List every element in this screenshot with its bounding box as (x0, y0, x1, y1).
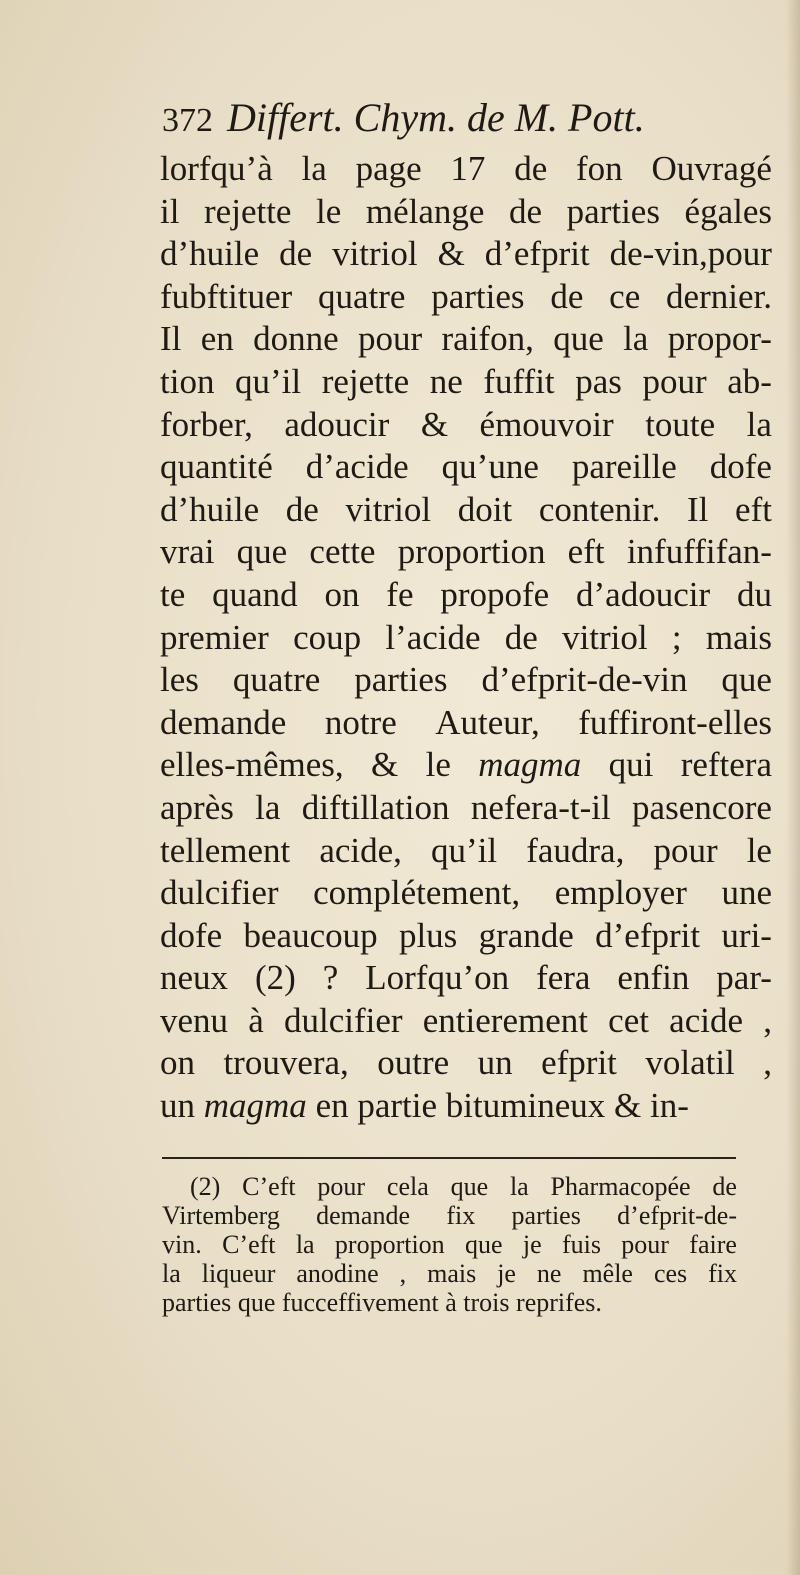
word: la (295, 1230, 315, 1259)
word: magma (203, 1086, 307, 1126)
word: vrai (160, 532, 215, 572)
word: raifon, (441, 319, 534, 359)
footnote-line (162, 1230, 737, 1259)
page-edge-shadow (786, 0, 800, 1575)
word: de (712, 1172, 737, 1201)
word: un (477, 1043, 513, 1083)
word: ne (536, 1259, 562, 1288)
text-line (160, 574, 772, 617)
word: volatil (645, 1043, 735, 1083)
word: quand (212, 574, 298, 614)
word: la (509, 1172, 529, 1201)
word: doit (457, 489, 513, 529)
word: contenir. (538, 489, 661, 529)
word: fera (536, 958, 591, 998)
word: la (162, 1259, 181, 1288)
word: dofe (160, 915, 223, 955)
word: trois (463, 1288, 510, 1317)
word: à (248, 1000, 264, 1040)
word: proportion (334, 1230, 445, 1259)
word: l’acide (385, 617, 481, 657)
word: C’eft (222, 1230, 276, 1259)
text-line (160, 404, 772, 447)
word: de (550, 276, 584, 316)
word: Pharmacopée (550, 1172, 691, 1201)
word: propor- (667, 319, 772, 359)
word: trouvera, (223, 1043, 349, 1083)
word: d’efprit-de-vin (481, 660, 688, 700)
word: fon (576, 149, 623, 188)
main-text-block (160, 148, 772, 1128)
word: on (160, 1043, 195, 1083)
word: de (509, 191, 543, 231)
text-line (160, 915, 772, 958)
word: un (160, 1086, 195, 1126)
word: de (504, 617, 538, 657)
word: cet (608, 1000, 649, 1040)
word: Auteur, (435, 702, 540, 742)
text-line (160, 1000, 772, 1043)
word: rejette (321, 361, 410, 401)
text-line (160, 957, 772, 1000)
word: grande (478, 915, 574, 955)
text-line (160, 148, 772, 191)
word: toute (645, 404, 716, 444)
word: que (236, 532, 288, 572)
word: parties (511, 1201, 581, 1230)
word: d’adoucir (576, 574, 711, 614)
word: neux (160, 958, 229, 998)
word: (2) (255, 958, 296, 998)
word: rejette (204, 191, 292, 231)
footnote-line (162, 1259, 737, 1288)
word: par- (716, 958, 772, 998)
word: & (437, 234, 465, 274)
word: cela (386, 1172, 429, 1201)
word: fuis (561, 1230, 601, 1259)
word: d’efprit (595, 915, 701, 955)
word: efprit (541, 1043, 617, 1083)
word: pareille (571, 447, 677, 487)
word: demande (316, 1201, 410, 1230)
word: proportion (397, 532, 546, 572)
word: uri- (721, 915, 772, 955)
word: je (522, 1230, 542, 1259)
text-line (160, 872, 772, 915)
word: vitriol (562, 617, 648, 657)
word: tellement (160, 830, 291, 870)
word: mais (427, 1259, 477, 1288)
word: pour (317, 1172, 366, 1201)
word: premier (160, 617, 269, 657)
word: forber, (160, 404, 253, 444)
word: , (763, 1043, 772, 1083)
word: émouvoir (479, 404, 614, 444)
word: bitumineux (445, 1086, 606, 1126)
page-header (162, 94, 762, 144)
word: d’efprit-de- (617, 1201, 737, 1230)
word: de-vin,pour (609, 234, 772, 274)
word: Il (160, 319, 182, 359)
footnote-line (162, 1172, 737, 1201)
word: une (721, 873, 772, 913)
running-title: Differt. Chym. de M. Pott. (227, 95, 645, 140)
word: pour (621, 1230, 669, 1259)
word: le (746, 830, 772, 870)
word: pasencore (632, 787, 772, 827)
word: ; (671, 617, 682, 657)
word: ne (429, 361, 463, 401)
word: la (255, 787, 281, 827)
word: ces (653, 1259, 688, 1288)
word: faire (689, 1230, 737, 1259)
word: dulcifier (160, 873, 279, 913)
word: Ouvragé (651, 149, 772, 188)
word: pour (653, 830, 718, 870)
text-line (160, 489, 772, 532)
word: à (445, 1288, 457, 1317)
word: que (553, 319, 604, 359)
text-line (160, 830, 772, 873)
word: quatre (317, 276, 406, 316)
text-line (160, 361, 772, 404)
word: mêle (582, 1259, 633, 1288)
word: adoucir (284, 404, 390, 444)
word: dulcifier (284, 1000, 403, 1040)
word: venu (160, 1000, 229, 1040)
word: , (399, 1259, 407, 1288)
word: Il (686, 489, 709, 529)
word: & (613, 1086, 642, 1126)
footnote-line (162, 1201, 737, 1230)
text-line (160, 233, 772, 276)
text-line (160, 659, 772, 702)
word: nefera-t-il (470, 787, 611, 827)
word: parties (354, 660, 448, 700)
word: te (160, 574, 186, 614)
word: reprifes. (516, 1288, 602, 1317)
word: propofe (440, 574, 550, 614)
word: on (324, 574, 360, 614)
word: la (623, 319, 649, 359)
word: que (237, 1288, 276, 1317)
word: la (746, 404, 772, 444)
word: parties (162, 1288, 232, 1317)
word: fuffiront-elles (578, 702, 772, 742)
word: magma (478, 745, 582, 785)
text-line (160, 191, 772, 234)
word: vitriol (332, 234, 418, 274)
word: la (301, 149, 327, 188)
word: vitriol (345, 489, 432, 529)
word: de (514, 149, 548, 188)
word: vin. (162, 1230, 202, 1259)
word: fuffit (483, 361, 555, 401)
word: fubftituer (160, 276, 293, 316)
word: le (425, 745, 451, 785)
word: que (721, 660, 772, 700)
word: qu’une (441, 447, 539, 487)
text-line (160, 1042, 772, 1085)
word: d’huile (160, 489, 260, 529)
word: , (763, 1000, 772, 1040)
word: tion (160, 361, 215, 401)
text-line (160, 276, 772, 319)
text-line (160, 787, 772, 830)
word: qu’il (235, 361, 302, 401)
word: pas (575, 361, 622, 401)
word: eft (735, 489, 772, 529)
word: 17 (450, 149, 486, 188)
word: pour (642, 361, 707, 401)
word: complétement, (313, 873, 521, 913)
word: d’efprit (484, 234, 590, 274)
word: & (420, 404, 449, 444)
word: ab- (727, 361, 772, 401)
text-line (160, 446, 772, 489)
word: acide (669, 1000, 743, 1040)
word: reftera (680, 745, 772, 785)
word: parties (431, 276, 525, 316)
word: quatre (232, 660, 321, 700)
word: je (497, 1259, 516, 1288)
word: faudra, (526, 830, 625, 870)
word: dofe (709, 447, 772, 487)
word: entierement (422, 1000, 588, 1040)
word: in- (649, 1086, 689, 1126)
footnote-separator-rule (162, 1157, 736, 1159)
word: infuffifan- (626, 532, 772, 572)
word: qui (608, 745, 654, 785)
word: fucceffivement (281, 1288, 439, 1317)
text-line (160, 1085, 772, 1128)
word: que (450, 1172, 489, 1201)
word: employer (554, 873, 687, 913)
text-line (160, 318, 772, 361)
word: acide, (319, 830, 402, 870)
word: après (160, 787, 234, 827)
word: en (315, 1086, 349, 1126)
word: partie (357, 1086, 438, 1126)
word: pour (358, 319, 423, 359)
word: il (160, 191, 180, 231)
word: quantité (160, 447, 273, 487)
word: anodine (296, 1259, 379, 1288)
word: dernier. (666, 276, 772, 316)
word: plus (398, 915, 458, 955)
word: en (200, 319, 234, 359)
word: Virtemberg (162, 1201, 280, 1230)
word: du (736, 574, 772, 614)
word: outre (377, 1043, 450, 1083)
text-line (160, 531, 772, 574)
word: mélange (365, 191, 485, 231)
word: que (465, 1230, 503, 1259)
text-line (160, 744, 772, 787)
word: fix (708, 1259, 737, 1288)
word: d’huile (160, 234, 260, 274)
word: mais (705, 617, 772, 657)
word: demande (160, 702, 287, 742)
word: fe (386, 574, 414, 614)
word: d’acide (305, 447, 409, 487)
page-number: 372 (162, 102, 213, 139)
word: ? (322, 958, 339, 998)
word: cette (309, 532, 376, 572)
word: eft (567, 532, 605, 572)
word: égales (684, 191, 772, 231)
word: beaucoup (243, 915, 378, 955)
word: qu’il (431, 830, 498, 870)
text-line (160, 702, 772, 745)
word: C’eft (242, 1172, 296, 1201)
word: page (355, 149, 422, 188)
word: ce (609, 276, 641, 316)
word: coup (293, 617, 362, 657)
text-line (160, 617, 772, 660)
word: lorfqu’à (160, 149, 273, 188)
word: notre (324, 702, 397, 742)
word: diftillation (301, 787, 450, 827)
word: de (285, 489, 319, 529)
word: (2) (190, 1172, 221, 1201)
footnote-line (162, 1288, 737, 1317)
word: liqueur (201, 1259, 276, 1288)
word: les (160, 660, 199, 700)
word: de (279, 234, 313, 274)
word: parties (566, 191, 660, 231)
word: enfin (617, 958, 690, 998)
word: fix (446, 1201, 476, 1230)
word: donne (253, 319, 339, 359)
word: & (371, 745, 399, 785)
word: le (316, 191, 342, 231)
word: Lorfqu’on (365, 958, 510, 998)
word: elles-mêmes, (160, 745, 344, 785)
footnote-block (162, 1172, 737, 1317)
